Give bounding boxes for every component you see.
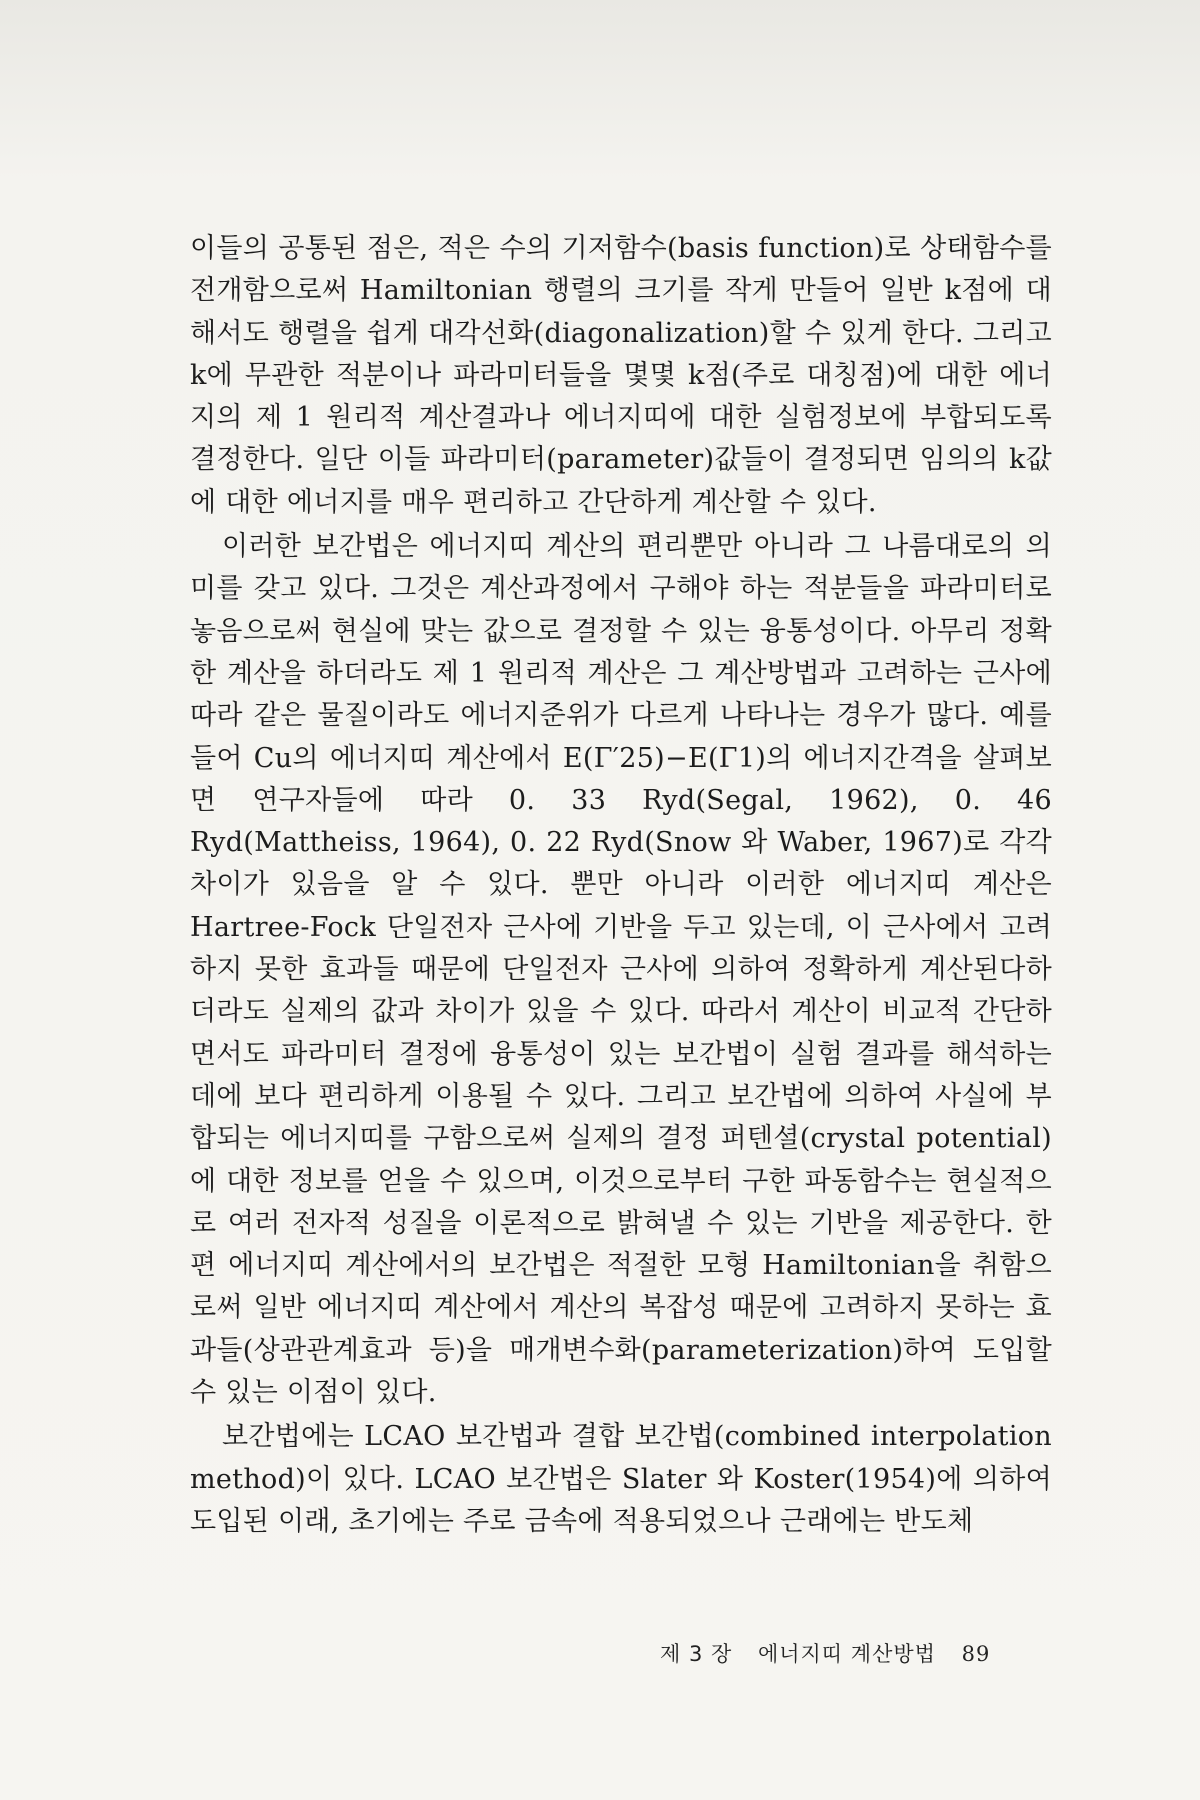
paragraph-3: 보간법에는 LCAO 보간법과 결합 보간법(combined interpolation method)이 있다. LCAO 보간법은 Slater 와 Koster(1954)에 의하여 도입된 이래, 초기에는 주로 금속에 적용되었으나 근래에는 반도체 (190, 1421, 1052, 1537)
page-number: 89 (961, 1642, 991, 1666)
paragraph-2: 이러한 보간법은 에너지띠 계산의 편리뿐만 아니라 그 나름대로의 의미를 갖고 있다. 그것은 계산과정에서 구해야 하는 적분들을 파라미터로 놓음으로써 현실에 맞는 값으로 결정할 수 있는 융통성이다. 아무리 정확한 계산을 하더라도 제 1 원리적 계산은 그 계산방법과 고려하는 근사에 따라 같은 물질이라도 에너지준위가 다르게 나타나는 경우가 많다. 예를 들어 Cu의 에너지띠 계산에서 E(Γ′25)−E(Γ1)의 에너지간격을 살펴보면 연구자들에 따라 0. 33 Ryd(Segal, 1962), 0. 46 Ryd(Mattheiss, 1964), 0. 22 Ryd(Snow 와 Waber, 1967)로 각각 차이가 있음을 알 수 있다. 뿐만 아니라 이러한 에너지띠 계산은 Hartree-Fock 단일전자 근사에 기반을 두고 있는데, 이 근사에서 고려하지 못한 효과들 때문에 단일전자 근사에 의하여 정확하게 계산된다하더라도 실제의 값과 차이가 있을 수 있다. 따라서 계산이 비교적 간단하면서도 파라미터 결정에 융통성이 있는 보간법이 실험 결과를 해석하는 데에 보다 편리하게 이용될 수 있다. 그리고 보간법에 의하여 사실에 부합되는 에너지띠를 구함으로써 실제의 결정 퍼텐셜(crystal potential)에 대한 정보를 얻을 수 있으며, 이것으로부터 구한 파동함수는 현실적으로 여러 전자적 성질을 이론적으로 밝혀낼 수 있는 기반을 제공한다. 한편 에너지띠 계산에서의 보간법은 적절한 모형 Hamiltonian을 취함으로써 일반 에너지띠 계산에서 계산의 복잡성 때문에 고려하지 못하는 효과들(상관관계효과 등)을 매개변수화(parameterization)하여 도입할 수 있는 이점이 있다. (190, 531, 1052, 1409)
body-text (190, 228, 1052, 1543)
chapter-label: 제 3 장 (660, 1642, 733, 1666)
page-footer (660, 1638, 1060, 1668)
chapter-title: 에너지띠 계산방법 (757, 1642, 936, 1666)
paragraph-1: 이들의 공통된 점은, 적은 수의 기저함수(basis function)로 상태함수를 전개함으로써 Hamiltonian 행렬의 크기를 작게 만들어 일반 k점에 대해서도 행렬을 쉽게 대각선화(diagonalization)할 수 있게 한다. 그리고 k에 무관한 적분이나 파라미터들을 몇몇 k점(주로 대칭점)에 대한 에너지의 제 1 원리적 계산결과나 에너지띠에 대한 실험정보에 부합되도록 결정한다. 일단 이들 파라미터(parameter)값들이 결정되면 임의의 k값에 대한 에너지를 매우 편리하고 간단하게 계산할 수 있다. (190, 233, 1052, 518)
